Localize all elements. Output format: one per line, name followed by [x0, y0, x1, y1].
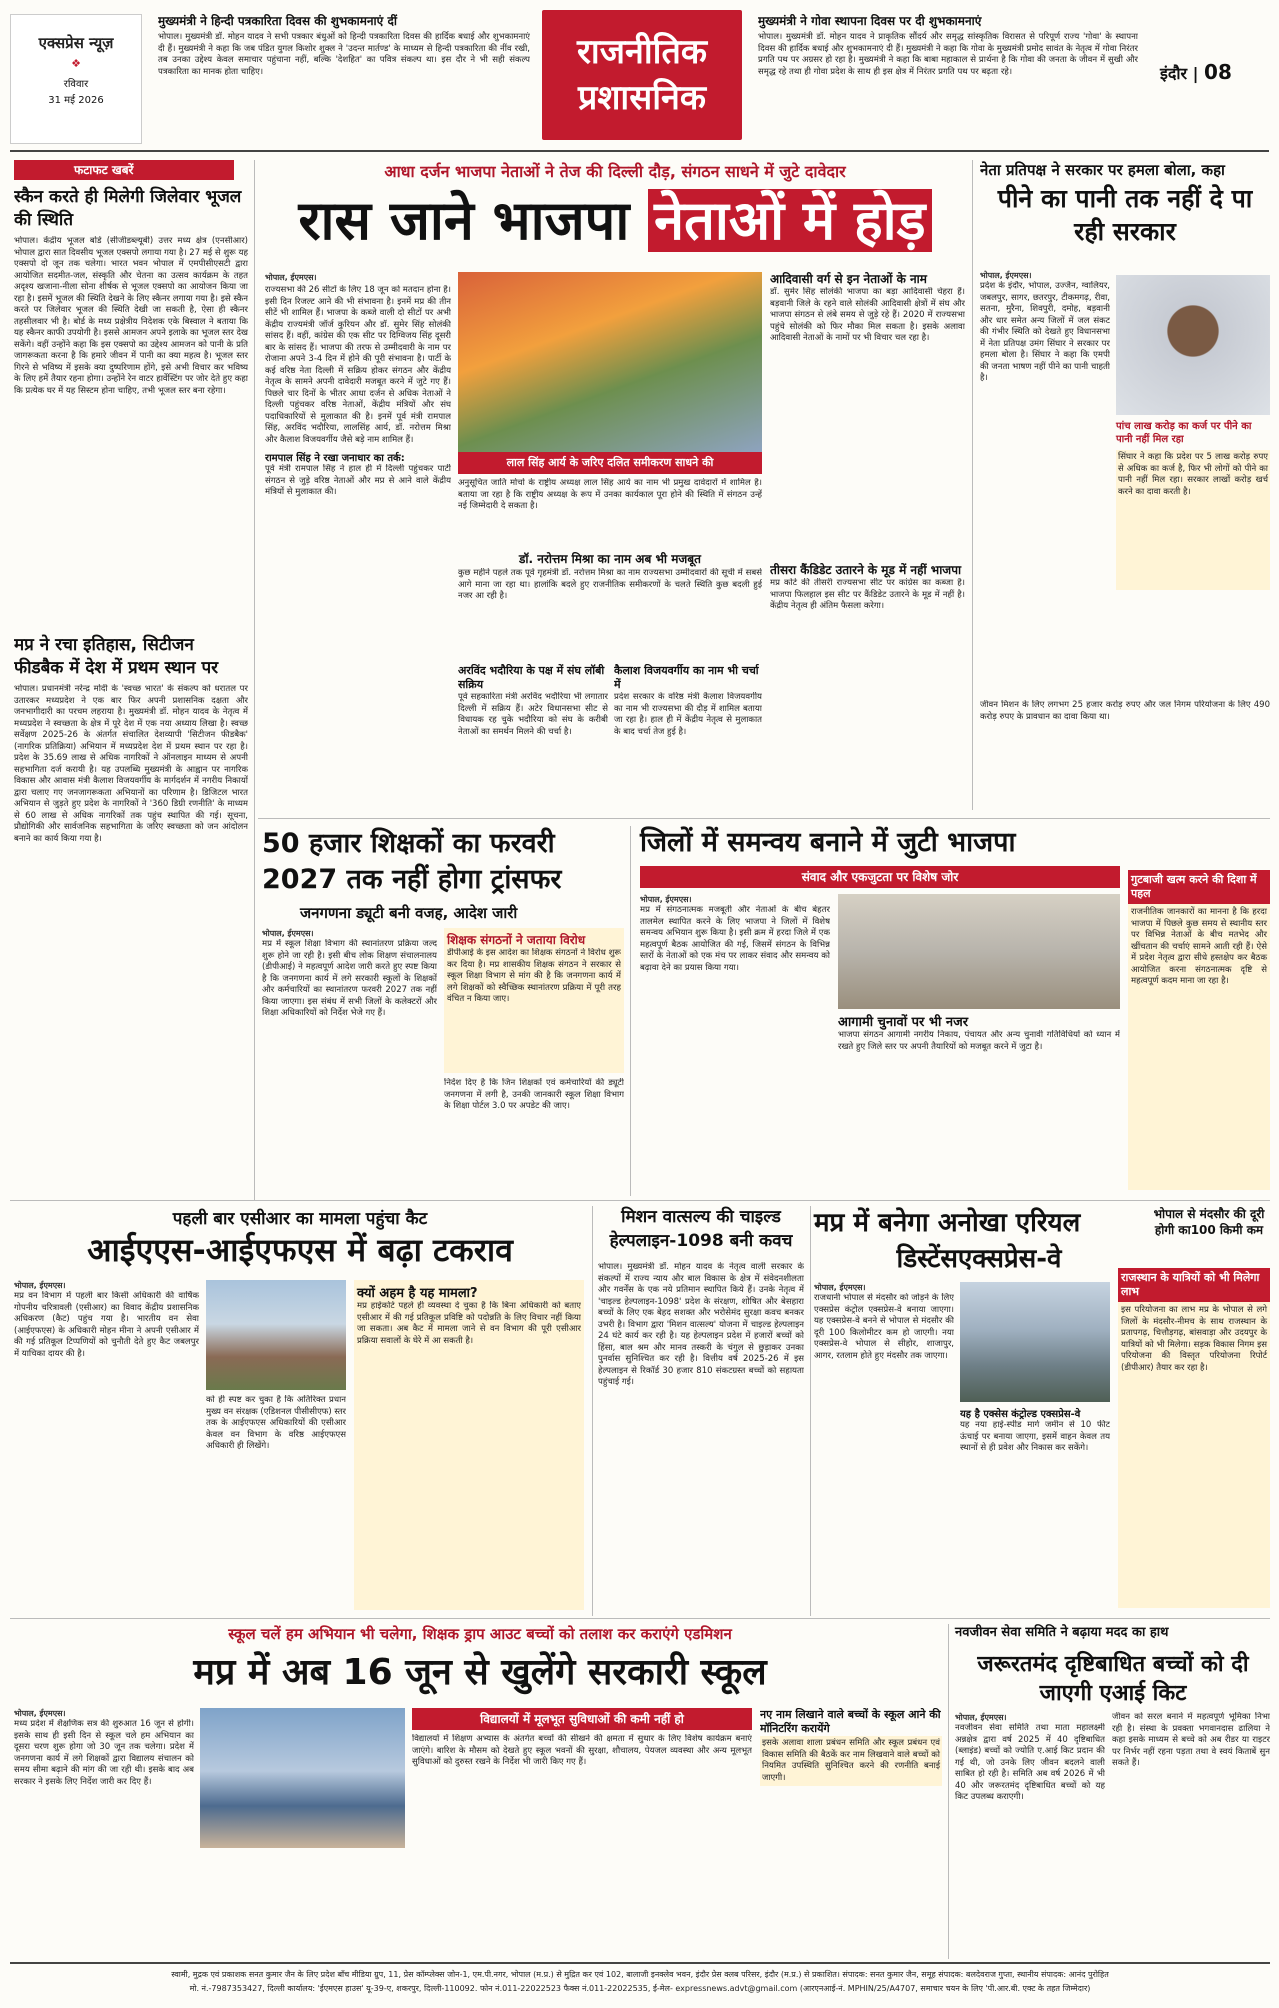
aerial-photo [960, 1282, 1110, 1402]
lead-body: राज्यसभा की 26 सीटों के लिए 18 जून को मतदान होना है। इसी दिन रिजल्ट आने की भी संभावना है। इनमें मप्र की तीन सीटें भी शामिल हैं। भाजपा के कब्जे वाली दो सीटों पर अभी केंद्रीय राज्यमंत्री जॉर्ज कुरियन और डॉ. सुमेर सिंह सोलंकी सांसद हैं। वहीं, कांग्रेस की एक सीट पर दिग्विजय सिंह दूसरी बार के सांसद हैं। भाजपा की तरफ से उम्मीदवारी के नाम पर रोजाना अपने 3-4 दिन में होने की पूरी संभावना है। पार्टी के कई वरिष्ठ नेता दिल्ली में सक्रिय होकर संगठन और केंद्रीय नेतृत्व के सामने अपनी दावेदारी मजबूत करने में जुटे गए हैं। पिछले चार दिनों के भीतर आधा दर्जन से अधिक नेताओं ने दिल्ली पहुंचकर वरिष्ठ नेताओं, केंद्रीय मंत्रियों और संघ पदाधिकारियों से मुलाकात की है। इनमें पूर्व मंत्री रामपाल सिंह, अरविंद भदौरिया, लालसिंह आर्य, डॉ. नरोत्तम मिश्रा और कैलाश विजयवर्गीय जैसे बड़े नाम शामिल हैं। [265, 285, 451, 445]
blind-col-1 [955, 1712, 1105, 1956]
coord-right-heading: गुटबाजी खत्म करने की दिशा में पहल [1128, 870, 1270, 904]
row-rule-2 [10, 1200, 1270, 1201]
fatafat-t2: भोपाल। प्रधानमंत्री नरेन्द्र मोदी के 'स्वच्छ भारत' के संकल्प को धरातल पर उतारकर मध्यप्रदेश ने एक बार फिर अपनी प्रशासनिक दक्षता और जनभागीदारी का परचम लहराया है। मुख्यमंत्री डॉ. मोहन यादव के नेतृत्व में मध्यप्रदेश ने स्वच्छता के क्षेत्र में पूरे देश में एक नया अध्याय लिखा है। स्वच्छ सर्वेक्षण 2025-26 के अंतर्गत संचालित देशव्यापी 'सिटीजन फीडबैक' (नागरिक प्रतिक्रिया) अभियान में मध्यप्रदेश देश में प्रथम स्थान पर रहा है। प्रदेश के 35.69 लाख से अधिक नागरिकों ने ऑनलाइन माध्यम से अपनी सहभागिता दर्ज करायी है। यह उपलब्धि मुख्यमंत्री के आह्वान पर नागरिक विकास और आवास मंत्री कैलाश विजयवर्गीय के मार्गदर्शन में नगरीय निकायों द्वारा चलाए गए जनजागरूकता अभियानों का परिणाम है। डिजिटल भारत अभियान से जुड़ते हुए प्रदेश के नागरिकों ने '360 डिग्री रणनीति' के माध्यम से 60 लाख से अधिक नागरिकों तक पहुंच स्थापित की गई। सूचना, प्रौद्योगिकी और सार्वजनिक सहभागिता के जरिए स्वच्छता को जन आंदोलन बनाने का कार्य किया गया है। [14, 684, 248, 844]
brief-right-title: मुख्यमंत्री ने गोवा स्थापना दिवस पर दी शुभकामनाएं [758, 14, 982, 28]
footer [14, 1968, 1266, 2004]
opposition-kicker: नेता प्रतिपक्ष ने सरकार पर हमला बोला, कहा [980, 161, 1225, 179]
schools-byline: भोपाल, ईएमएस। [14, 1709, 66, 1718]
helpline-headline-1: मिशन वात्सल्य की चाइल्ड [621, 1207, 781, 1227]
lead-subheading: रामपाल सिंह ने रखा जनाधार का तर्क: [265, 453, 405, 464]
sir-byline: भोपाल, ईएमएस। [14, 1281, 66, 1290]
opposition-photo [1116, 275, 1270, 415]
teachers-box-heading: शिक्षक संगठनों ने जताया विरोध [447, 933, 586, 947]
coord-subhead-bar [640, 866, 1120, 888]
footer-rule [10, 1962, 1270, 1964]
teachers-headline-1: 50 हजार शिक्षकों का फरवरी [262, 828, 555, 859]
aerial-right-text: इस परियोजना का लाभ मप्र के भोपाल से लगे जिलों के मंदसौर-नीमच के साथ राजस्थान के प्रतापगढ़, चित्तौड़गढ़, बांसवाड़ा और उदयपुर के यात्रियों को भी मिलेगा। सड़क विकास निगम इस परियोजना की विस्तृत परियोजना रिपोर्ट (डीपीआर) तैयार कर रहा है। [1118, 1302, 1270, 1608]
opposition-body: प्रदेश के इंदौर, भोपाल, उज्जैन, ग्वालियर, जबलपुर, सागर, छतरपुर, टीकमगढ़, रीवा, सतना, मुरैना, शिवपुरी, दमोह, बड़वानी और धार समेत अन्य जिलों में जल संकट की गंभीर स्थिति को देखते हुए विधानसभा में नेता प्रतिपक्ष उमंग सिंघार ने सरकार पर हमला बोला है। सिंघार ने कहा कि एमपी की जनता भाषण नहीं पीने का पानी चाहती है। [980, 281, 1110, 383]
opposition-photo-caption: पांच लाख करोड़ का कर्ज पर पीने का पानी नहीं मिल रहा [1116, 421, 1252, 445]
coord-headline: जिलों में समन्वय बनाने में जुटी भाजपा [640, 827, 1016, 858]
opposition-headline: पीने का पानी तक नहीं दे पा रही सरकार [997, 184, 1253, 246]
aerial-headline-2: डिस्टेंसएक्सप्रेस-वे [896, 1244, 1062, 1274]
brief-left-text: भोपाल। मुख्यमंत्री डॉ. मोहन यादव ने सभी पत्रकार बंधुओं को हिन्दी पत्रकारिता दिवस की हार्दिक बधाई और शुभकामनाएं दी हैं। मुख्यमंत्री ने कहा कि जब पंडित युगल किशोर शुक्ल ने 'उदन्त मार्तण्ड' के माध्यम से हिन्दी पत्रकारिता की नींव रखी, तब उनका उद्देश्य केवल समाचार पहुंचाना नहीं, बल्कि 'देशहित' का पवित्र संकल्प था। इस दौर ने भी सही संकल्प पत्रकारिता का मानक होता चाहिए। [158, 32, 530, 77]
kailash-heading: कैलाश विजयवर्गीय का नाम भी चर्चा में [614, 664, 759, 691]
coord-photo [838, 894, 1120, 1009]
coord-col [640, 894, 830, 1194]
page-number: 08 [1204, 60, 1232, 84]
teachers-headline-2: 2027 तक नहीं होगा ट्रांसफर [262, 864, 562, 895]
schools-mid-text: विद्यालयों में शिक्षण अभ्यास के अंतर्गत बच्चों की सीखने की क्षमता में सुधार के लिए विशेष कार्यक्रम बनाएं जाएंगे। बारिश के मौसम को देखते हुए स्कूल भवनों की सुरक्षा, शौचालय, पेयजल व्यवस्था और अन्य मूलभूत सुविधाओं को दुरुस्त रखने के निर्देश भी जारी किए गए हैं। [412, 1734, 752, 1767]
lead-byline: भोपाल, ईएमएस। [265, 273, 317, 282]
sir-kicker: पहली बार एसीआर का मामला पहुंचा कैट [172, 1209, 428, 1229]
aerial-headline-1: मप्र में बनेगा अनोखा एरियल [814, 1208, 1081, 1238]
opposition-body-col [980, 270, 1110, 590]
aerial-caption [960, 1406, 1110, 1611]
helpline-headline-2: हेल्पलाइन-1098 बनी कवच [609, 1231, 793, 1251]
brief-left [158, 14, 530, 134]
helpline-body: भोपाल। मुख्यमंत्री डॉ. मोहन यादव के नेतृत्व वाली सरकार के संकल्पों में राज्य न्याय और बाल विकास के क्षेत्र में संवेदनशीलता और गवर्नेंस के एक नये प्रतिमान स्थापित किये हैं। उनके नेतृत्व में 'चाइल्ड हेल्पलाइन-1098' प्रदेश के संरक्षण, शोषित और बेसहारा बच्चों के लिए एक बेहद सशक्त और भरोसेमंद सुरक्षा कवच बनकर उभरी है। विभाग द्वारा 'मिशन वात्सल्य' योजना में चाइल्ड हेल्पलाइन 24 घंटे कार्य कर रही है। यह हेल्पलाइन प्रदेश में हजारों बच्चों को हिंसा, बाल श्रम और मानव तस्करी के चंगुल से छुड़ाकर उनका पुनर्वास सुनिश्चित कर रही है। वित्तीय वर्ष 2025-26 में इस हेल्पलाइन से रिकॉर्ड 30 हजार 810 संकटग्रस्त बच्चों को सहायता पहुंचाई गई। [598, 1262, 804, 1387]
masthead-rule [10, 150, 1269, 152]
teachers-box-text: डीपीआई के इस आदेश का शिक्षक संगठनों ने विरोध शुरू कर दिया है। मप्र शासकीय शिक्षक संगठन ने सरकार से स्कूल शिक्षा विभाग से मांग की है कि जनगणना कार्य में लगे शिक्षकों को स्वैच्छिक स्थानांतरण प्रक्रिया में पूरी तरह वंचित न किया जाए। [447, 948, 621, 1004]
lead-kicker: आधा दर्जन भाजपा नेताओं ने तेज की दिल्ली दौड़, संगठन साधने में जुटे दावेदार [384, 162, 846, 181]
opposition-caption-text: सिंघार ने कहा कि प्रदेश पर 5 लाख करोड़ रुपए से अधिक का कर्ज है, फिर भी लोगों को पीने का पानी नहीं मिल रहा। सरकार लाखों करोड़ खर्च करने का दावा करती है। [1116, 450, 1270, 590]
aerial-right-box [1118, 1268, 1270, 1613]
col-divider-6 [948, 1624, 949, 1959]
lead-photo [458, 272, 762, 452]
lead-text-col [265, 272, 451, 812]
section-title: राजनीतिक प्रशासनिक [577, 32, 707, 118]
aerial-body: राजधानी भोपाल से मंदसौर को जोड़ने के लिए एक्सप्रेस कंट्रोल एक्सप्रेस-वे बनाया जाएगा। यह एक्सप्रेस-वे बनने से भोपाल से मंदसौर की दूरी 100 किलोमीटर कम हो जाएगी। नया एक्सप्रेस-वे भोपाल से सीहोर, शाजापुर, आगर, रतलाम होते हुए मंदसौर तक जाएगा। [814, 1293, 954, 1361]
teachers-col-1 [262, 928, 437, 1188]
lead-headline-b: नेताओं में होड़ [648, 189, 931, 252]
footer-line-2: मो. नं.-7987353427, दिल्ली कार्यालय: 'ईएमएस हाउस' यू-39-ए, शकरपुर, दिल्ली-110092. फोन नं.011-22022523 फैक्स नं.011-22022535, ई-मेल- expressnews.advt@gmail.com (आरएनआई-नं. MPHIN/25/A4707, समाचार चयन के लिए 'पी.आर.बी. एक्ट के तहत जिम्मेदार) [189, 1984, 1091, 1993]
sir-col-1 [14, 1280, 199, 1610]
col-divider-5 [810, 1206, 811, 1616]
teachers-subhead: जनगणना ड्यूटी बनी वजह, आदेश जारी [300, 904, 518, 922]
lead-subbody: पूर्व मंत्री रामपाल सिंह ने हाल ही में दिल्ली पहुंचकर पार्टी संगठन से जुड़े वरिष्ठ नेताओं और मप्र से आने वाले केंद्रीय मंत्रियों से मुलाकात की। [265, 464, 451, 497]
brief-right [758, 14, 1138, 134]
coord-right-box [1128, 870, 1270, 1196]
sir-box [354, 1280, 584, 1610]
coord-subhead: संवाद और एकजुटता पर विशेष जोर [801, 870, 959, 884]
sir-body: मप्र वन विभाग में पहली बार किसी अधिकारी की वार्षिक गोपनीय चरित्रावली (एसीआर) का विवाद केंद्रीय प्रशासनिक अधिकरण (कैट) पहुंच गया है। भारतीय वन सेवा (आईएफएस) के अधिकारी मोहन मीना ने अपनी एसीआर में की गई प्रतिकूल टिप्पणियों को चुनौती देते हुए कैट जबलपुर में याचिका दायर की है। [14, 1291, 199, 1359]
blind-headline: जरूरतमंद दृष्टिबाधित बच्चों को दी जाएगी एआई किट [977, 1652, 1249, 1706]
narottam-heading: डॉ. नरोत्तम मिश्रा का नाम अब भी मजबूत [519, 552, 701, 566]
aerial-col [814, 1282, 954, 1612]
col-divider-4 [592, 1206, 593, 1616]
masthead-day: रविवार [63, 79, 89, 90]
adivasi-heading: आदिवासी वर्ग से इन नेताओं के नाम [770, 272, 927, 286]
blind-kicker: नवजीवन सेवा समिति ने बढ़ाया मदद का हाथ [955, 1625, 1169, 1640]
teachers-body: मप्र में स्कूल शिक्षा विभाग की स्थानांतरण प्रक्रिया जल्द शुरू होने जा रही है। इसी बीच लोक शिक्षण संचालनालय (डीपीआई) ने महत्वपूर्ण आदेश जारी करते हुए स्पष्ट किया है कि जनगणना कार्य में लगे सरकारी स्कूलों के शिक्षकों और कर्मचारियों का स्थानांतरण फरवरी 2027 तक नहीं किया जाएगा। इस संबंध में सभी जिलों के कलेक्टरों और शिक्षा अधिकारियों को निर्देश भेजे गए हैं। [262, 939, 437, 1018]
aerial-byline: भोपाल, ईएमएस। [814, 1283, 866, 1292]
col-divider-2 [972, 160, 973, 810]
masthead-brand-box [10, 14, 142, 144]
aerial-right-heading: राजस्थान के यात्रियों को भी मिलेगा लाभ [1118, 1268, 1270, 1302]
fatafat-h2: मप्र ने रचा इतिहास, सिटीजन फीडबैक में देश में प्रथम स्थान पर [14, 635, 219, 678]
schools-box-text: इसके अलावा शाला प्रबंधन समिति और स्कूल प्रबंधन एवं विकास समिति की बैठकें कर नाम लिखवाने वाले बच्चों को नियमित उपस्थिति सुनिश्चित करने की रणनीति बनाई जाएगी। [760, 1736, 942, 1786]
narottam-text: कुछ महीने पहले तक पूर्व गृहमंत्री डॉ. नरोत्तम मिश्रा का नाम राज्यसभा उम्मीदवारों की सूची में सबसे आगे माना जा रहा था। हालांकि बदले हुए राजनीतिक समीकरणों के चलते स्थिति कुछ बदली हुई नजर आ रही है। [458, 568, 762, 601]
adivasi-text: डॉ. सुमेर सिंह सोलंकी भाजपा का बड़ा आदिवासी चेहरा हैं। बड़वानी जिले के रहने वाले सोलंकी आदिवासी क्षेत्रों में संघ और भाजपा संगठन से लंबे समय से जुड़े रहे हैं। 2020 में राज्यसभा पहुंचे सोलंकी को फिर मौका मिल सकता है। इसके अलावा आदिवासी नेताओं के नामों पर भी विचार चल रहा है। [770, 287, 965, 343]
third-heading: तीसरा कैंडिडेट उतारने के मूड में नहीं भाजपा [770, 563, 962, 577]
arvind-text: पूर्व सहकारिता मंत्री अरविंद भदौरिया भी लगातार दिल्ली में सक्रिय हैं। अटेर विधानसभा सीट से विधायक रह चुके भदौरिया को संघ के करीबी नेताओं का समर्थन मिलने की चर्चा है। [458, 692, 608, 737]
third-text: मप्र कोटे की तीसरी राज्यसभा सीट पर कांग्रेस का कब्जा है। भाजपा फिलहाल इस सीट पर कैंडिडेट उतारने के मूड में नहीं है। केंद्रीय नेतृत्व ही अंतिम फैसला करेगा। [770, 578, 965, 611]
teachers-byline: भोपाल, ईएमएस। [262, 929, 314, 938]
row-rule-1 [258, 818, 1270, 819]
schools-box [760, 1708, 942, 1954]
teachers-body2: निर्देश दिए है कि जिन शिक्षकों एवं कर्मचारियों की ड्यूटी जनगणना में लगी है, उनकी जानकारी स्कूल शिक्षा विभाग के शिक्षा पोर्टल 3.0 पर अपडेट की जाए। [444, 1078, 624, 1111]
row-rule-3 [10, 1618, 1270, 1619]
masthead-date: 31 मई 2026 [48, 95, 104, 106]
schools-box-heading: नए नाम लिखाने वाले बच्चों के स्कूल आने की मॉनिटरिंग करायेंगे [760, 1708, 941, 1735]
brief-left-title: मुख्यमंत्री ने हिन्दी पत्रकारिता दिवस की शुभकामनाएं दीं [158, 14, 397, 28]
teachers-box [444, 928, 624, 1073]
lead-headline [265, 186, 965, 266]
lead-caption-body: अनुसूचित जाति मोर्चा के राष्ट्रीय अध्यक्ष लाल सिंह आर्य का नाम भी प्रमुख दावेदारों में शामिल है। बताया जा रहा है कि राष्ट्रीय अध्यक्ष के रूप में उनका कार्यकाल पूरा होने की स्थिति में संगठन उन्हें नई जिम्मेदारी दे सकता है। [458, 478, 762, 511]
blind-byline: भोपाल, ईएमएस। [955, 1713, 1007, 1722]
col-divider-3 [630, 826, 631, 1196]
lead-photo-caption: लाल सिंह आर्य के जरिए दलित समीकरण साधने की [506, 456, 714, 469]
brief-right-text: भोपाल। मुख्यमंत्री डॉ. मोहन यादव ने प्राकृतिक सौंदर्य और समृद्ध सांस्कृतिक विरासत से परिपूर्ण राज्य 'गोवा' के स्थापना दिवस की हार्दिक बधाई और शुभकामनाएं दी हैं। मुख्यमंत्री ने कहा कि गोवा के मुख्यमंत्री प्रमोद सावंत के नेतृत्व में गोवा निरंतर प्रगति पथ पर अग्रसर हो रहा है। मुख्यमंत्री ने कहा कि बाबा महाकाल से प्रार्थना है कि गोवा की जनता के जीवन में सुखी और समृद्ध रहे तथा ही गोवा प्रदेश के साथ ही इस क्षेत्र में निरंतर प्रगति पथ पर बढ़ता रहे। [758, 32, 1138, 77]
blind-body: नवजीवन सेवा समिति तथा माता महालक्ष्मी अन्नक्षेत्र द्वारा वर्ष 2025 में 40 दृष्टिबाधित (ब्लाइंड) बच्चों को ज्योति ए.आई किट प्रदान की गई थी, जो उनके लिए जीवन बदलने वाली साबित हो रही है। समिति अब वर्ष 2026 में भी 40 और जरूरतमंद दृष्टिबाधित बच्चों को यह किट उपलब्ध कराएगी। [955, 1723, 1105, 1802]
col-divider-1 [254, 160, 255, 1200]
opposition-body2: जीवन मिशन के लिए लगभग 25 हजार करोड़ रुपए और जल निगम परियोजना के लिए 490 करोड़ रुपए के प्रावधान का दावा किया था। [980, 700, 1270, 722]
blind-body2: जीवन को सरल बनाने में महत्वपूर्ण भूमिका निभा रही है। संस्था के प्रवक्ता भगवानदास ढालिया ने कहा इसके माध्यम से बच्चे को अब रीडर या राइटर पर निर्भर नहीं रहना पड़ता तथा वे स्वयं किताबें सुन सकते हैं। [1112, 1712, 1270, 1768]
masthead-brand: एक्सप्रेस न्यूज़ [38, 34, 114, 52]
schools-headline: मप्र में अब 16 जून से खुलेंगे सरकारी स्कूल [193, 1652, 767, 1693]
schools-col-1 [14, 1708, 194, 1954]
fatafat-h1: स्कैन करते ही मिलेगी जिलेवार भूजल की स्थिति [14, 187, 242, 230]
arvind-heading: अरविंद भदौरिया के पक्ष में संघ लॉबी सक्रिय [458, 664, 605, 691]
footer-line-1: स्वामी, मुद्रक एवं प्रकाशक सनत कुमार जैन के लिए प्रदेश बाँच मीडिया ग्रुप, 11, प्रेस कॉम्प्लेक्स जोन-1, एम.पी.नगर, भोपाल (म.प्र.) से मुद्रित कर एवं 102, बालाजी इनक्लेव भवन, इंदौर प्रेस क्लब परिसर, इंदौर (म.प्र.) से प्रकाशित। संपादक: सनत कुमार जैन, समूह संपादक: बलदेवराज गुप्ता, स्थानीय संपादक: आनंद पुरोहित [171, 1970, 1109, 1979]
sir-headline: आईएएस-आईएफएस में बढ़ा टकराव [87, 1231, 513, 1269]
page-marker: इंदौर | 08 [1160, 60, 1232, 84]
sir-body2: को ही स्पष्ट कर चुका है कि अतिरिक्त प्रधान मुख्य वन संरक्षक (एडिशनल पीसीसीएफ) स्तर तक के आईएफएस अधिकारियों की एसीआर केवल वन विभाग के वरिष्ठ आईएफएस अधिकारी ही लिखेंगे। [206, 1395, 346, 1451]
coord-right-text: राजनीतिक जानकारों का मानना है कि हरदा भाजपा में पिछले कुछ समय से स्थानीय स्तर पर विभिन्न नेताओं के बीच मतभेद और खींचतान की चर्चाएं सामने आती रही हैं। ऐसे में प्रदेश नेतृत्व द्वारा सीधे हस्तक्षेप कर बैठक आयोजित करना संगठनात्मक दृष्टि से महत्वपूर्ण कदम माना जा रहा है। [1128, 904, 1270, 1190]
aerial-caption-heading: यह है एक्सेस कंट्रोल्ड एक्सप्रेस-वे [960, 1409, 1081, 1420]
schools-photo [200, 1708, 405, 1848]
opposition-byline: भोपाल, ईएमएस। [980, 271, 1032, 280]
section-banner [542, 10, 742, 140]
schools-mid-caption-bar [412, 1708, 752, 1730]
arvind-block [458, 664, 608, 814]
kailash-block [614, 664, 762, 814]
sir-box-text: मप्र हाईकोर्ट पहले ही व्यवस्था दे चुका है कि बिना अधिकारी को बताए एसीआर में की गई प्रतिकूल प्रविष्टि को पदोन्नति के लिए विचार नहीं किया जा सकता। अब कैट में मामला जाने से वन विभाग की पूरी एसीआर प्रक्रिया सवालों के घेरे में आ सकती है। [357, 1301, 581, 1346]
page-city: इंदौर [1160, 64, 1188, 83]
schools-kicker: स्कूल चलें हम अभियान भी चलेगा, शिक्षक ड्राप आउट बच्चों को तलाश कर कराएंगे एडमिशन [228, 1625, 732, 1643]
lead-headline-a: रास जाने भाजपा [298, 189, 630, 252]
coord-body: मप्र में संगठनात्मक मजबूती और नेताओं के बीच बेहतर तालमेल स्थापित करने के लिए भाजपा ने जिलों में विशेष समन्वय अभियान शुरू किया है। इसी क्रम में हरदा जिले में एक महत्वपूर्ण बैठक आयोजित की गई, जिसमें संगठन के विभिन्न स्तरों के नेताओं को एक मंच पर लाकर संवाद और समन्वय को बढ़ावा देने का प्रयास किया गया। [640, 905, 830, 973]
adivasi-block [770, 272, 965, 812]
schools-mid-caption: विद्यालयों में मूलभूत सुविधाओं की कमी नहीं हो [480, 1712, 684, 1726]
schools-body: मध्य प्रदेश में शैक्षणिक सत्र की शुरुआत 16 जून से होगी। इसके साथ ही इसी दिन से स्कूल चले हम अभियान का दूसरा चरण शुरू होगा जो 30 जून तक चलेगा। प्रदेश में जनगणना कार्य में लगे शिक्षकों द्वारा विद्यालय संचालन को समय सीमा बढ़ाने की मांग की जा रही थी। इसके बाद अब सरकार ने इसके लिए निर्देश जारी कर दिए हैं। [14, 1719, 194, 1787]
fatafat-tag: फटाफट खबरें [14, 160, 234, 180]
masthead-ornament: ❖ [71, 57, 81, 70]
aerial-caption-text: यह नया हाई-स्पीड मार्ग जमीन से 10 फीट ऊंचाई पर बनाया जाएगा, इसमें वाहन केवल तय स्थानों से ही प्रवेश और निकास कर सकेंगे। [960, 1420, 1110, 1453]
lead-photo-caption-bar [458, 452, 762, 474]
fatafat-col [14, 186, 248, 1196]
coord-byline: भोपाल, ईएमएस। [640, 895, 692, 904]
coord-photo-caption: आगामी चुनावों पर भी नजर [838, 1015, 969, 1030]
kailash-text: प्रदेश सरकार के वरिष्ठ मंत्री कैलाश विजयवर्गीय का नाम भी राज्यसभा की दौड़ में शामिल बताया जा रहा है। हाल ही में केंद्रीय नेतृत्व से मुलाकात के बाद चर्चा तेज हुई है। [614, 692, 762, 737]
coord-photo-text: भाजपा संगठन आगामी नगरीय निकाय, पंचायत और अन्य चुनावी गतिविधियों को ध्यान में रखते हुए जिले स्तर पर अपनी तैयारियों को मजबूत करने में जुटा है। [838, 1030, 1120, 1052]
aerial-side: भोपाल से मंदसौर की दूरी होगी का100 किमी कम [1153, 1207, 1265, 1237]
sir-box-heading: क्यों अहम है यह मामला? [357, 1286, 478, 1301]
fatafat-t1: भोपाल। केंद्रीय भूजल बोर्ड (सीजीडब्ल्यूबी) उत्तर मध्य क्षेत्र (एनसीआर) भोपाल द्वारा सात दिवसीय भूजल एक्सपो लगाया गया है। 27 मई से शुरू यह एक्सपो दो जून तक चलेगा। भारत भवन भोपाल में एमपीसीएसटी द्वारा आयोजित सदमीत-जल, संस्कृति और चेतना का उत्सव कार्यक्रम के तहत अदृश्य खजाना-नीला सोना शीर्षक से भूजल एक्सपो का आयोजन किया जा रहा है। इसमें भूजल की स्थिति देखने के लिए स्कैनर लगाया गया है। इसे स्कैन करते पर जिलेवार भूजल की स्थिति देखी जा सकती है, ऐसा ही स्कैनर तहसीलवार भी है। बोर्ड के मध्य प्रक्षेत्रीय निदेशक एके बिस्वाल ने बताया कि यह स्कैनर काफी उपयोगी है। इससे आमजन अपने इलाके का भूजल स्तर देख सकेंगे। वहीं उन्होंने कहा कि इस एक्सपो का उद्देश्य आमजन को पानी के प्रति जागरूकता करना है कि हमारे जीवन में पानी का क्या महत्व है। भूजल स्तर गिरने से भविष्य में इसके क्या दुष्परिणाम होंगे, इसे अभी विचार कर भविष्य के लिए हमें तैयार रहना होगा। उन्होंने रेन वाटर हार्वेस्टिंग पर जोर देते हुए कहा कि प्रत्येक घर में यह सिस्टम होना चाहिए, तभी भूजल स्तर बना रहेगा। [14, 236, 248, 396]
sir-photo [206, 1280, 346, 1390]
